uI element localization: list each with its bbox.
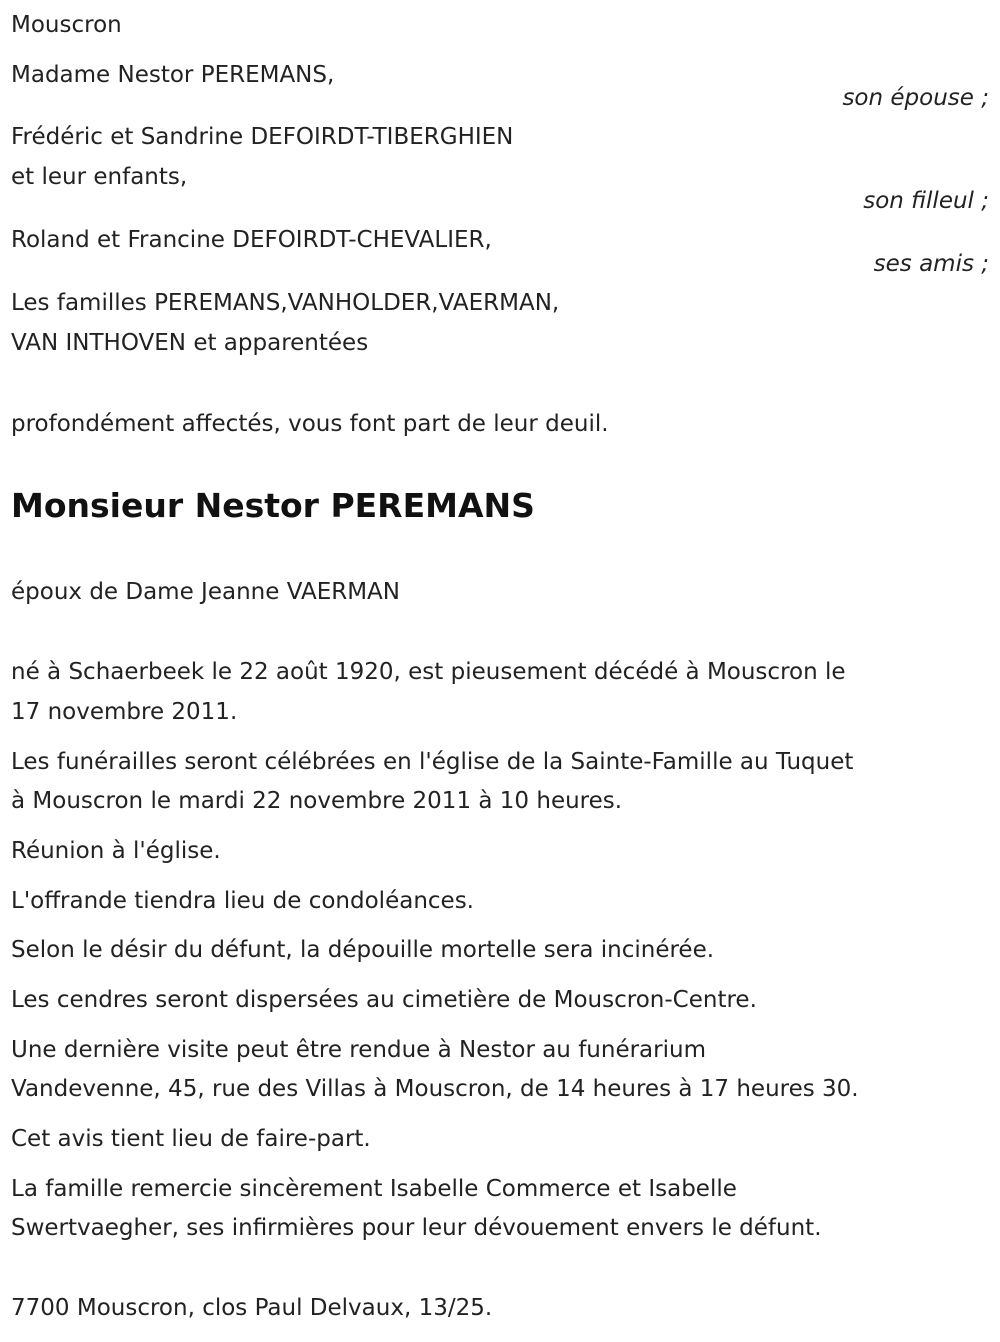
funeral-1: Les funérailles seront célébrées en l'église de la Sainte-Famille au Tuquet bbox=[11, 749, 854, 775]
thanks-1: La famille remercie sincèrement Isabelle Commerce et Isabelle bbox=[11, 1176, 737, 1202]
godson-role: son filleul ; bbox=[863, 188, 989, 214]
birth-death-2: 17 novembre 2011. bbox=[11, 699, 238, 725]
address: 7700 Mouscron, clos Paul Delvaux, 13/25. bbox=[11, 1295, 493, 1321]
families-line-1: Les familles PEREMANS,VANHOLDER,VAERMAN, bbox=[11, 290, 560, 316]
families-line-2: VAN INTHOVEN et apparentées bbox=[11, 330, 369, 356]
spouse-line: Madame Nestor PEREMANS, bbox=[11, 62, 335, 88]
friends-line: Roland et Francine DEFOIRDT-CHEVALIER, bbox=[11, 227, 492, 253]
thanks-2: Swertvaegher, ses infirmières pour leur dévouement envers le défunt. bbox=[11, 1215, 822, 1241]
spouse-of: époux de Dame Jeanne VAERMAN bbox=[11, 579, 400, 605]
cremation: Selon le désir du défunt, la dépouille mortelle sera incinérée. bbox=[11, 937, 715, 963]
visit-2: Vandevenne, 45, rue des Villas à Mouscron, de 14 heures à 17 heures 30. bbox=[11, 1076, 859, 1102]
deceased-name: Monsieur Nestor PEREMANS bbox=[11, 486, 535, 525]
ashes: Les cendres seront dispersées au cimetière de Mouscron-Centre. bbox=[11, 987, 757, 1013]
notice: Cet avis tient lieu de faire-part. bbox=[11, 1126, 371, 1152]
spouse-role: son épouse ; bbox=[842, 85, 989, 111]
meeting: Réunion à l'église. bbox=[11, 838, 221, 864]
godson-line-2: et leur enfants, bbox=[11, 164, 188, 190]
birth-death-1: né à Schaerbeek le 22 août 1920, est pieusement décédé à Mouscron le bbox=[11, 659, 846, 685]
godson-line-1: Frédéric et Sandrine DEFOIRDT-TIBERGHIEN bbox=[11, 124, 514, 150]
friends-role: ses amis ; bbox=[873, 251, 989, 277]
offering: L'offrande tiendra lieu de condoléances. bbox=[11, 888, 474, 914]
announcement: profondément affectés, vous font part de leur deuil. bbox=[11, 411, 609, 437]
visit-1: Une dernière visite peut être rendue à Nestor au funérarium bbox=[11, 1037, 706, 1063]
funeral-2: à Mouscron le mardi 22 novembre 2011 à 10 heures. bbox=[11, 788, 623, 814]
city: Mouscron bbox=[11, 12, 122, 38]
